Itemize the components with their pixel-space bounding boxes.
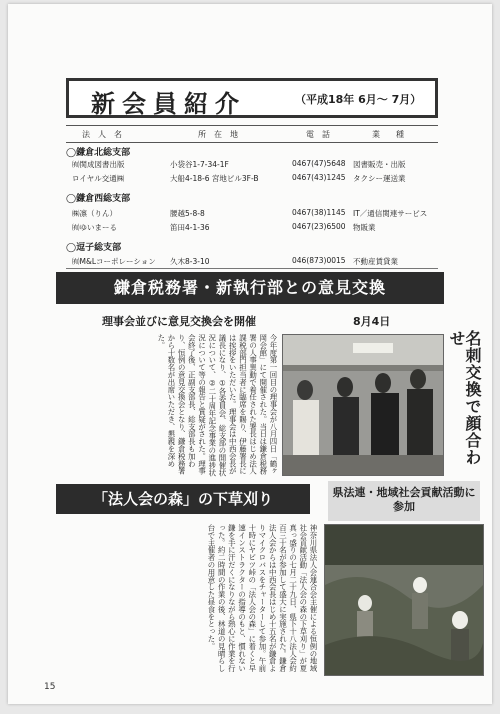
page-number: 15	[44, 682, 56, 692]
member-table-header	[66, 125, 438, 143]
cell-address: 笛田4-1-36	[170, 223, 210, 232]
cell-phone: 0467(43)1245	[292, 173, 346, 182]
cell-phone: 0467(23)6500	[292, 222, 346, 231]
cell-phone: 0467(47)5648	[292, 159, 346, 168]
cell-phone: 0467(38)1145	[292, 208, 346, 217]
cell-company: ㈱凛（りん）	[72, 209, 117, 218]
cell-industry: 物販業	[353, 223, 376, 232]
branch-kamakura-kita: ◯鎌倉北総支部	[66, 148, 131, 158]
cell-industry: タクシー運送業	[353, 174, 406, 183]
cell-address: 大船4-18-6 宮地ビル3F-B	[170, 174, 259, 183]
table-row	[66, 256, 438, 267]
cell-address: 久木8-3-10	[170, 257, 210, 266]
cell-industry: 不動産賃貸業	[353, 257, 398, 266]
cell-address: 腰越5-8-8	[170, 209, 205, 218]
header-company: 法 人 名	[82, 130, 122, 139]
cell-company: ロイヤル交通㈱	[72, 174, 125, 183]
table-row	[66, 208, 438, 219]
cell-address: 小袋谷1-7-34-1F	[170, 160, 229, 169]
table-row	[66, 222, 438, 233]
period-label: （平成18年 6月〜 7月）	[295, 93, 422, 106]
header-industry: 業 種	[372, 130, 404, 139]
cell-company: ㈲M&Lコーポレーション	[72, 257, 156, 266]
section-title-banner	[66, 78, 438, 118]
cell-phone: 046(873)0015	[292, 256, 346, 265]
page-title: 新会員紹介	[91, 90, 246, 118]
article1-headline: 鎌倉税務署・新執行部との意見交換	[56, 272, 444, 304]
meeting-photo	[282, 334, 444, 476]
header-address: 所 在 地	[198, 130, 238, 139]
branch-kamakura-nishi: ◯鎌倉西総支部	[66, 194, 131, 204]
branch-zushi: ◯逗子総支部	[66, 243, 122, 253]
cell-company: ㈲ゆいまーる	[72, 223, 117, 232]
header-phone: 電 話	[306, 130, 330, 139]
article2-headline: 「法人会の森」の下草刈り	[56, 484, 310, 514]
article1-date: 8月4日	[353, 315, 391, 328]
document-page	[8, 4, 492, 704]
table-bottom-rule	[66, 268, 438, 269]
article1-body: 今年度第一回目の理事会が八月四日「鶴ヶ岡会館」にて開催された。当日は鎌倉税務署の人事異動で着任された署長はじめ法人課税部門担当者に臨席を賜り、伊藤署長には挨拶をいただいた。理事会は中西会長が議長になり、①各委員会、総支部の開催状況について、②二十周年記念事業の進捗状況について等の報告と質疑がされた。理事会終了後、正副支部長、総支部長も加わり、恒例の意見交換会となり、鎌倉税務署から十数名が出席いただき、懇親を深めた。	[156, 334, 278, 477]
article2-body: 神奈川県法人会連合会主催による恒例の地域社会貢献活動「法人会の森の下草刈り」が夏真っ盛りの七月二十九日、県下十八法人会約百三十名が参加して盛大に実施された。鎌倉法人会からは中西会長はじめ十五名が鎌倉よりマイクロバスをチャーターして参加。午前十時にヤビツ峠の「法人会の森」に着くと早速インストラクターの指導のもと、慣れない鎌を手に汗だくになりながら熱心に作業を行った。約二時間の作業の後、林道の見晴らし台で主催者の用意した昼食をとった。	[206, 524, 318, 672]
table-row	[66, 173, 438, 184]
weeding-photo	[324, 524, 484, 676]
article2-subheadline: 県法連・地域社会貢献活動に参加	[328, 481, 480, 521]
cell-industry: IT／通信関連サービス	[353, 209, 428, 218]
article1-subheadline: 理事会並びに意見交換会を開催	[102, 315, 256, 328]
photo-caption: 名刺交換で顔合わせ	[447, 330, 482, 466]
cell-company: ㈲関成図書出版	[72, 160, 125, 169]
table-row	[66, 159, 438, 170]
cell-industry: 図書販売・出版	[353, 160, 406, 169]
